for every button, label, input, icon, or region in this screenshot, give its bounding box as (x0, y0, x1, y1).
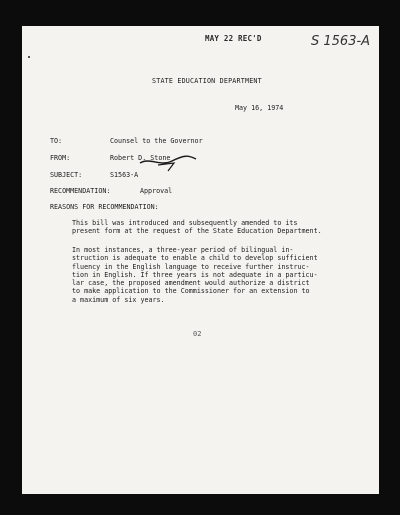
signature-scribble (138, 153, 200, 173)
margin-mark (28, 56, 30, 58)
received-stamp: MAY 22 REC'D (205, 34, 262, 43)
recommendation-value: Approval (140, 187, 173, 195)
from-value: Robert D. Stone (110, 154, 171, 162)
recommendation-label: RECOMMENDATION: (50, 187, 111, 195)
paragraph-1: This bill was introduced and subsequently amended to its present form at the request of the State Education Department. (72, 219, 322, 236)
from-label: FROM: (50, 154, 71, 162)
handwritten-bill-number: S 1563-A (311, 34, 371, 49)
subject-value: S1563-A (110, 171, 139, 179)
subject-label: SUBJECT: (50, 171, 83, 179)
reasons-heading: REASONS FOR RECOMMENDATION: (50, 203, 159, 211)
paragraph-2: In most instances, a three-year period of bilingual in- struction is adequate to enable a child to develop sufficient fluency in the English language to receive further instruc- tion in English. If three years is not adequate in a particu- lar case, the proposed amendment would authorize a district to make application to the Commissioner for an extension to a maximum of six years. (72, 246, 318, 304)
document-page (22, 26, 379, 494)
page-mark: 02 (193, 330, 202, 338)
to-label: TO: (50, 137, 63, 145)
to-value: Counsel to the Governor (110, 137, 203, 145)
department-heading: STATE EDUCATION DEPARTMENT (152, 77, 262, 85)
memo-date: May 16, 1974 (235, 104, 284, 112)
